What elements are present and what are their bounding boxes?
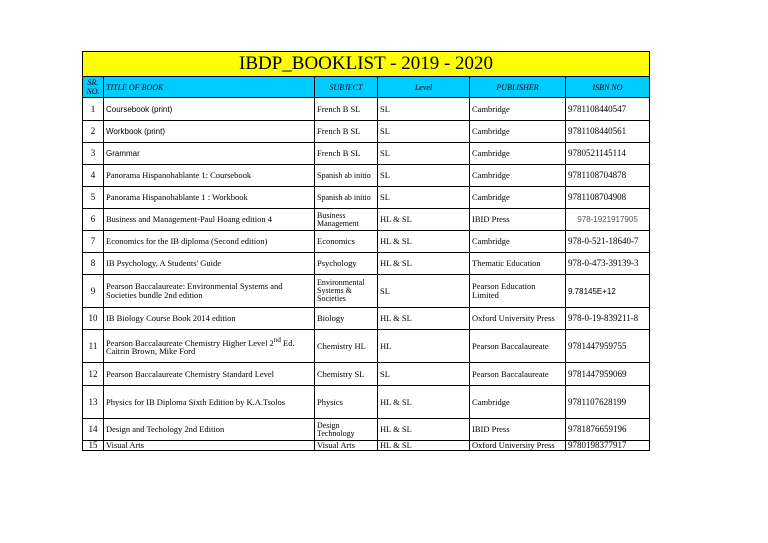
isbn-cell: 978-0-19-839211-8 — [566, 308, 650, 330]
header-level: Level — [378, 77, 470, 98]
subject-cell: Chemistry SL — [315, 363, 378, 386]
table-row — [83, 231, 650, 253]
subject-cell: Economics — [315, 231, 378, 253]
level-cell: HL & SL — [378, 386, 470, 419]
isbn-cell: 9781107628199 — [566, 386, 650, 419]
publisher-cell: Cambridge — [470, 386, 566, 419]
title-cell: Business and Management-Paul Hoang edition 4 — [104, 209, 315, 231]
table-row — [83, 419, 650, 441]
sr-cell: 12 — [83, 363, 104, 386]
booklist-table — [82, 51, 650, 451]
sr-cell: 8 — [83, 253, 104, 275]
table-row — [83, 253, 650, 275]
level-cell: SL — [378, 98, 470, 121]
title-cell: Pearson Baccalaureate: Environmental Systems and Societies bundle 2nd edition — [104, 275, 315, 308]
publisher-cell: IBID Press — [470, 419, 566, 441]
subject-cell: Environmental Systems & Societies — [315, 275, 378, 308]
publisher-cell: Cambridge — [470, 165, 566, 187]
title-cell: Grammar — [104, 143, 315, 165]
isbn-cell: 9781108440561 — [566, 121, 650, 143]
table-row — [83, 143, 650, 165]
level-cell: HL & SL — [378, 209, 470, 231]
isbn-cell: 9780521145114 — [566, 143, 650, 165]
isbn-cell: 9.78145E+12 — [566, 275, 650, 308]
sr-cell: 7 — [83, 231, 104, 253]
title-cell: Visual Arts — [104, 441, 315, 451]
level-cell: HL & SL — [378, 231, 470, 253]
level-cell: SL — [378, 121, 470, 143]
isbn-cell: 9781108704908 — [566, 187, 650, 209]
title-cell: Coursebook (print) — [104, 98, 315, 121]
header-isbn: ISBN NO — [566, 77, 650, 98]
title-cell-rest: Ed. Caitrin Brown, Mike Ford — [106, 337, 295, 357]
level-cell: HL & SL — [378, 441, 470, 451]
sr-cell: 2 — [83, 121, 104, 143]
publisher-cell: Cambridge — [470, 143, 566, 165]
table-row — [83, 386, 650, 419]
publisher-cell: Cambridge — [470, 98, 566, 121]
level-cell: HL & SL — [378, 308, 470, 330]
subject-cell: French B SL — [315, 143, 378, 165]
publisher-cell: Pearson Baccalaureate — [470, 363, 566, 386]
publisher-cell: Cambridge — [470, 187, 566, 209]
sr-cell: 13 — [83, 386, 104, 419]
table-row — [83, 363, 650, 386]
publisher-cell: Thematic Education — [470, 253, 566, 275]
publisher-cell: Pearson Education Limited — [470, 275, 566, 308]
table-row — [83, 165, 650, 187]
sr-cell: 6 — [83, 209, 104, 231]
publisher-cell: Oxford University Press — [470, 308, 566, 330]
table-row — [83, 98, 650, 121]
subject-cell: French B SL — [315, 121, 378, 143]
title-cell: Workbook (print) — [104, 121, 315, 143]
title-cell-superscript: nd — [273, 335, 281, 344]
header-title: TITLE OF BOOK — [104, 77, 315, 98]
level-cell: HL & SL — [378, 253, 470, 275]
title-cell: Panorama Hispanohablante 1 : Workbook — [104, 187, 315, 209]
table-row — [83, 187, 650, 209]
table-row — [83, 308, 650, 330]
level-cell: SL — [378, 165, 470, 187]
isbn-cell: 9781447959755 — [566, 330, 650, 363]
subject-cell: Psychology — [315, 253, 378, 275]
subject-cell: Visual Arts — [315, 441, 378, 451]
sr-cell: 10 — [83, 308, 104, 330]
title-row — [83, 52, 650, 77]
sr-cell: 11 — [83, 330, 104, 363]
sr-cell: 4 — [83, 165, 104, 187]
level-cell: SL — [378, 363, 470, 386]
publisher-cell: Cambridge — [470, 231, 566, 253]
title-cell: Design and Techology 2nd Edition — [104, 419, 315, 441]
title-cell-main: Pearson Baccalaureate Chemistry Higher Level 2 — [106, 337, 274, 348]
isbn-cell: 978-0-521-18640-7 — [566, 231, 650, 253]
level-cell: SL — [378, 275, 470, 308]
isbn-cell: 9781876659196 — [566, 419, 650, 441]
subject-cell: Chemistry HL — [315, 330, 378, 363]
table-row — [83, 121, 650, 143]
subject-cell: Spanish ab initio — [315, 165, 378, 187]
publisher-cell: Cambridge — [470, 121, 566, 143]
title-cell: IB Biology Course Book 2014 edition — [104, 308, 315, 330]
title-cell: IB Psychology, A Students' Guide — [104, 253, 315, 275]
isbn-cell: 9781108440547 — [566, 98, 650, 121]
table-row — [83, 275, 650, 308]
publisher-cell: Oxford University Press — [470, 441, 566, 451]
header-row — [83, 77, 650, 98]
sr-cell: 15 — [83, 441, 104, 451]
publisher-cell: Pearson Baccalaureate — [470, 330, 566, 363]
header-subject: SUBJECT — [315, 77, 378, 98]
subject-cell: Physics — [315, 386, 378, 419]
subject-cell: Design Technology — [315, 419, 378, 441]
isbn-cell: 9781108704878 — [566, 165, 650, 187]
booklist-sheet — [82, 51, 649, 451]
title-cell: Pearson Baccalaureate Chemistry Standard Level — [104, 363, 315, 386]
level-cell: HL & SL — [378, 419, 470, 441]
level-cell: SL — [378, 187, 470, 209]
title-cell: Physics for IB Diploma Sixth Edition by K.A.Tsolos — [104, 386, 315, 419]
sr-cell: 9 — [83, 275, 104, 308]
publisher-cell: IBID Press — [470, 209, 566, 231]
title-cell: Panorama Hispanohablante 1: Coursebook — [104, 165, 315, 187]
sr-cell: 3 — [83, 143, 104, 165]
sheet-title: IBDP_BOOKLIST - 2019 - 2020 — [83, 52, 650, 77]
table-row — [83, 330, 650, 363]
subject-cell: French B SL — [315, 98, 378, 121]
table-row — [83, 209, 650, 231]
sr-cell: 1 — [83, 98, 104, 121]
subject-cell: Biology — [315, 308, 378, 330]
isbn-cell: 978-1921917905 — [566, 209, 650, 231]
table-row — [83, 441, 650, 451]
isbn-cell: 978-0-473-39139-3 — [566, 253, 650, 275]
subject-cell: Business Management — [315, 209, 378, 231]
title-cell — [104, 330, 315, 363]
sr-cell: 14 — [83, 419, 104, 441]
subject-cell: Spanish ab initio — [315, 187, 378, 209]
title-cell: Economics for the IB diploma (Second edition) — [104, 231, 315, 253]
level-cell: SL — [378, 143, 470, 165]
sr-cell: 5 — [83, 187, 104, 209]
isbn-cell: 9781447959069 — [566, 363, 650, 386]
header-sr: SR. NO. — [83, 77, 104, 98]
isbn-cell: 9780198377917 — [566, 441, 650, 451]
level-cell: HL — [378, 330, 470, 363]
header-publisher: PUBLISHER — [470, 77, 566, 98]
